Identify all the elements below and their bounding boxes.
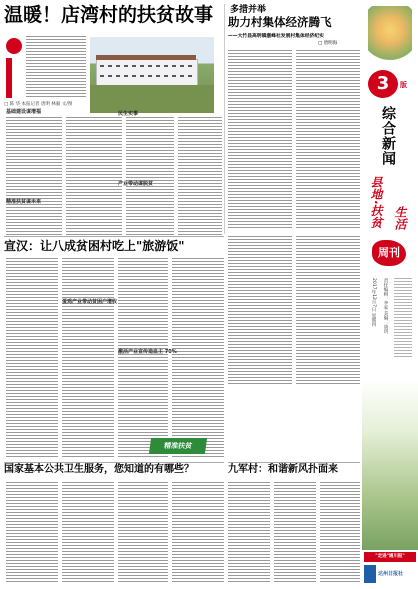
left-red-tag — [6, 58, 12, 98]
section-title: 综合新闻 — [380, 106, 396, 166]
body-text-br2 — [274, 482, 316, 584]
date-line: 2017年12月7日 星期四 — [371, 278, 376, 327]
headline-top-left: 温暖！店湾村的扶贫故事 — [4, 4, 214, 26]
section-heading: 产业带动谋脱贫 — [118, 181, 154, 187]
subheadline-top-right: ——大竹县高明镇塞峰社发展村集体经济纪实 — [228, 34, 324, 39]
body-text-bl4 — [172, 482, 224, 584]
page-number-badge: 3 — [368, 70, 398, 98]
section-masthead-strip — [362, 0, 418, 589]
body-text-col1 — [6, 117, 62, 237]
brand-title-small: 生活 — [393, 206, 407, 230]
precision-banner: 精准扶贫 — [149, 438, 207, 454]
body-text-bl1 — [6, 482, 58, 584]
article-photo-building — [90, 37, 214, 113]
party-emblem — [6, 38, 22, 54]
brand-title: 县地·扶贫 — [369, 176, 383, 229]
flower-decoration — [368, 6, 412, 66]
byline-top-right: □ 唐明海 — [318, 41, 338, 46]
headline-top-right: 助力村集体经济腾飞 — [228, 15, 332, 29]
section-heading: 基础建设谋增福 — [6, 109, 42, 115]
body-text-bl3 — [118, 482, 168, 584]
headline-bottom-right: 九军村：和谐新风扑面来 — [228, 464, 338, 475]
section-heading: 精准扶贫谋未来 — [6, 199, 42, 205]
body-text-col3 — [126, 117, 174, 237]
publisher-logo — [364, 565, 376, 583]
body-text-br1 — [228, 482, 270, 584]
body-text-right4 — [296, 236, 360, 386]
strip-text — [394, 278, 412, 358]
section-heading: 民生实事 — [118, 111, 139, 117]
headline-bottom-left: 国家基本公共卫生服务，您知道的有哪些？ — [4, 464, 194, 475]
body-text-right1 — [228, 50, 292, 230]
headline-middle: 宣汉：让八成贫困村吃上"旅游饭" — [4, 239, 185, 253]
body-text-bl2 — [62, 482, 114, 584]
body-text-mid4 — [172, 258, 224, 458]
kicker-top-right: 多措并举 — [230, 5, 267, 15]
bottom-brand-tag: "走进"通川报" — [364, 552, 416, 562]
intro-text-left — [26, 36, 86, 98]
mountain-decoration — [362, 380, 418, 550]
editor-line: 责任编辑：李家 美编：唐玥 — [383, 278, 388, 334]
body-text-mid2 — [62, 258, 114, 458]
body-text-col2 — [66, 117, 122, 237]
body-text-right2 — [296, 50, 360, 230]
weekly-badge: 周刊 — [372, 240, 406, 266]
publisher-name: 达州日报社 — [378, 571, 404, 577]
section-heading: 激活产业宣传造血主 70% — [118, 349, 177, 355]
body-text-col4 — [178, 117, 222, 237]
body-text-br3 — [320, 482, 360, 584]
byline-left: □ 陈 华 本报记者 唐明 林毅 文/图 — [4, 102, 73, 107]
body-text-mid3 — [118, 258, 168, 458]
body-text-right3 — [228, 236, 292, 386]
section-heading: 蛋鸡产业带动贫困户增收 — [62, 299, 118, 305]
body-text-mid1 — [6, 258, 58, 458]
page-label: 版 — [400, 81, 407, 89]
